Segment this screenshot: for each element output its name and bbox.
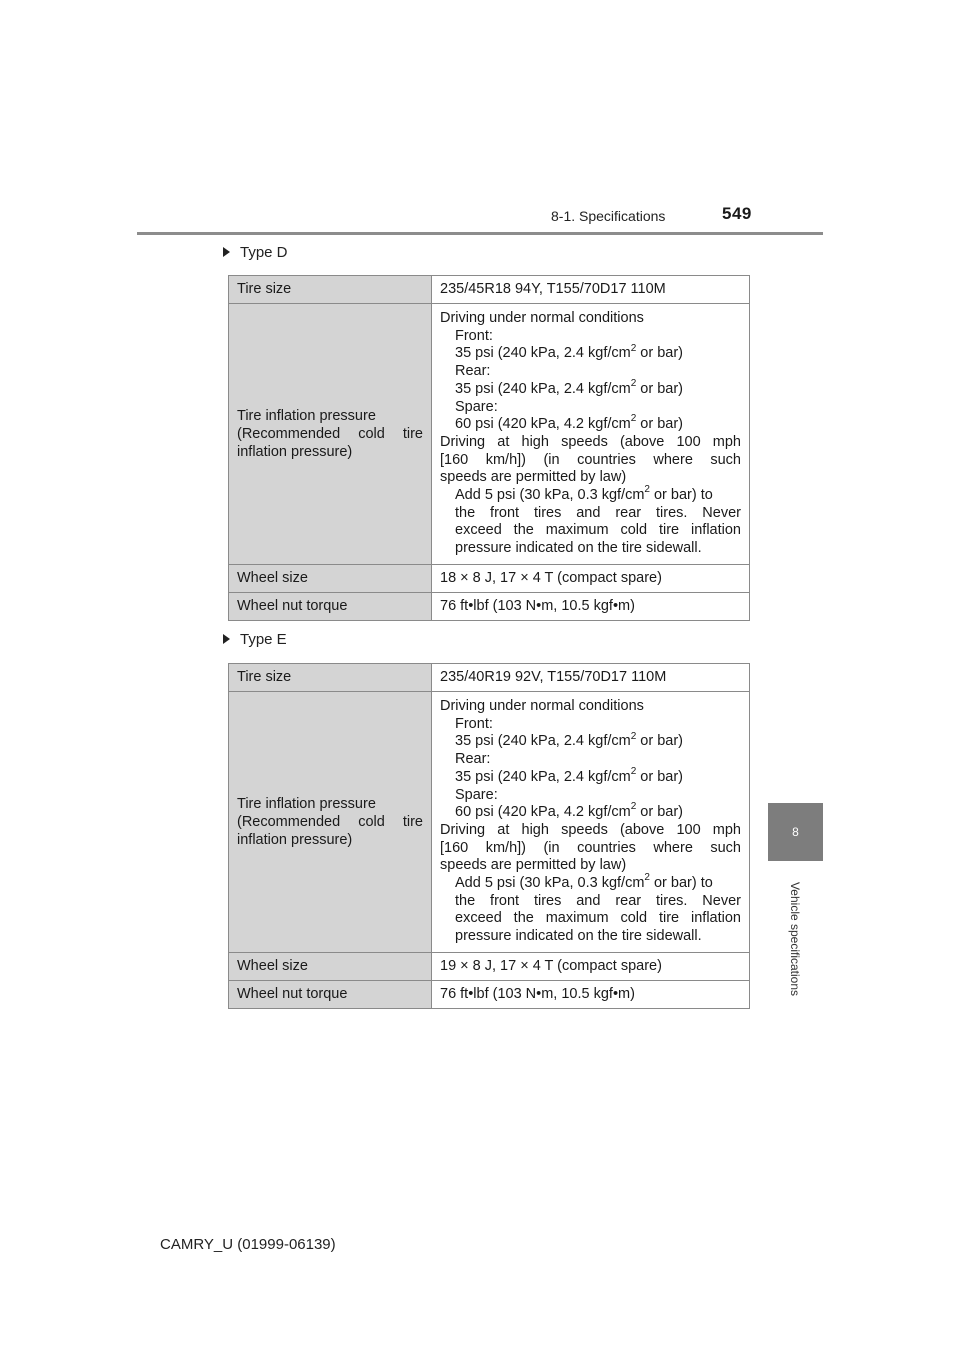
- type-d-spec-table: [228, 275, 750, 621]
- high-speed-line: speeds are permitted by law): [440, 469, 627, 486]
- type-e-spec-table: [228, 663, 750, 1009]
- nut-torque-label: Wheel nut torque: [229, 980, 432, 1008]
- superscript: 2: [644, 872, 650, 884]
- unit-suffix: or bar): [636, 768, 684, 785]
- add-pressure-suffix: or bar) to: [649, 487, 713, 504]
- front-value: [440, 342, 741, 363]
- chapter-label: Vehicle specifications: [788, 881, 803, 996]
- superscript: 2: [630, 765, 637, 777]
- label-line: (Recommended cold tire: [237, 425, 423, 442]
- add-pressure-line: pressure indicated on the tire sidewall.: [455, 540, 702, 557]
- add-pressure-text: Add 5 psi (30 kPa, 0.3 kgf/cm: [455, 875, 645, 892]
- tire-size-value: 235/45R18 94Y, T155/70D17 110M: [432, 276, 750, 304]
- front-label: Front:: [455, 327, 493, 344]
- spare-value: [440, 801, 741, 822]
- unit-suffix: or bar): [636, 345, 684, 362]
- document-id: CAMRY_U (01999-06139): [160, 1236, 336, 1253]
- tire-pressure-value: [432, 692, 750, 953]
- superscript: 2: [630, 342, 637, 354]
- high-speed-line: Driving at high speeds (above 100 mph: [440, 821, 741, 838]
- add-pressure-line: [440, 484, 741, 505]
- tire-pressure-value: [432, 304, 750, 565]
- rear-pressure: 35 psi (240 kPa, 2.4 kgf/cm: [455, 768, 631, 785]
- high-speed-line: speeds are permitted by law): [440, 857, 627, 874]
- add-pressure-line: pressure indicated on the tire sidewall.: [455, 928, 702, 945]
- section-title: 8-1. Specifications: [551, 208, 666, 224]
- unit-suffix: or bar): [636, 416, 684, 433]
- type-e-heading-text: Type E: [240, 631, 287, 648]
- rear-label: Rear:: [455, 363, 491, 380]
- triangle-bullet-icon: [223, 247, 230, 257]
- chapter-tab[interactable]: [768, 803, 823, 861]
- add-pressure-line: [440, 872, 741, 893]
- table-row: [229, 564, 750, 592]
- front-pressure: 35 psi (240 kPa, 2.4 kgf/cm: [455, 345, 631, 362]
- page-number: 549: [722, 204, 752, 223]
- type-d-heading-text: Type D: [240, 244, 288, 261]
- tire-size-label: Tire size: [229, 276, 432, 304]
- header-divider: [137, 232, 823, 235]
- label-line: inflation pressure): [237, 443, 353, 460]
- high-speed-line: [160 km/h]) (in countries where such: [440, 451, 741, 468]
- add-pressure-line: exceed the maximum cold tire inflation: [455, 522, 741, 539]
- high-speed-line: [160 km/h]) (in countries where such: [440, 839, 741, 856]
- rear-value: [440, 377, 741, 399]
- nut-torque-value: 76 ft•lbf (103 N•m, 10.5 kgf•m): [432, 592, 750, 620]
- triangle-bullet-icon: [223, 634, 230, 644]
- high-speed-line: Driving at high speeds (above 100 mph: [440, 433, 741, 450]
- wheel-size-label: Wheel size: [229, 952, 432, 980]
- tire-pressure-label: [229, 304, 432, 565]
- wheel-size-value: 19 × 8 J, 17 × 4 T (compact spare): [432, 952, 750, 980]
- table-row: [229, 692, 750, 953]
- add-pressure-line: the front tires and rear tires. Never: [455, 892, 741, 909]
- label-line: Tire inflation pressure: [237, 407, 376, 424]
- chapter-label-container: [768, 866, 823, 1011]
- table-row: [229, 276, 750, 304]
- normal-conditions-text: Driving under normal conditions: [440, 310, 644, 326]
- nut-torque-label: Wheel nut torque: [229, 592, 432, 620]
- table-row: [229, 980, 750, 1008]
- wheel-size-value: 18 × 8 J, 17 × 4 T (compact spare): [432, 564, 750, 592]
- unit-suffix: or bar): [636, 733, 684, 750]
- nut-torque-value: 76 ft•lbf (103 N•m, 10.5 kgf•m): [432, 980, 750, 1008]
- normal-conditions-text: Driving under normal conditions: [440, 698, 644, 714]
- superscript: 2: [644, 484, 650, 496]
- rear-label: Rear:: [455, 751, 491, 768]
- spare-label: Spare:: [455, 398, 498, 415]
- add-pressure-line: exceed the maximum cold tire inflation: [455, 910, 741, 927]
- table-row: [229, 592, 750, 620]
- spare-pressure: 60 psi (420 kPa, 4.2 kgf/cm: [455, 416, 631, 433]
- superscript: 2: [630, 413, 637, 425]
- superscript: 2: [630, 730, 637, 742]
- add-pressure-suffix: or bar) to: [649, 875, 713, 892]
- spare-value: [440, 413, 741, 434]
- superscript: 2: [630, 377, 637, 389]
- front-value: [440, 730, 741, 751]
- tire-size-value: 235/40R19 92V, T155/70D17 110M: [432, 664, 750, 692]
- front-pressure: 35 psi (240 kPa, 2.4 kgf/cm: [455, 733, 631, 750]
- wheel-size-label: Wheel size: [229, 564, 432, 592]
- type-d-heading: [223, 244, 288, 261]
- type-e-heading: [223, 631, 287, 648]
- label-line: Tire inflation pressure: [237, 795, 376, 812]
- chapter-number: 8: [792, 825, 799, 839]
- add-pressure-text: Add 5 psi (30 kPa, 0.3 kgf/cm: [455, 487, 645, 504]
- unit-suffix: or bar): [636, 380, 684, 397]
- rear-value: [440, 765, 741, 787]
- label-line: inflation pressure): [237, 831, 353, 848]
- spare-label: Spare:: [455, 786, 498, 803]
- rear-pressure: 35 psi (240 kPa, 2.4 kgf/cm: [455, 380, 631, 397]
- add-pressure-line: the front tires and rear tires. Never: [455, 504, 741, 521]
- unit-suffix: or bar): [636, 804, 684, 821]
- table-row: [229, 304, 750, 565]
- spare-pressure: 60 psi (420 kPa, 4.2 kgf/cm: [455, 804, 631, 821]
- front-label: Front:: [455, 715, 493, 732]
- table-row: [229, 664, 750, 692]
- label-line: (Recommended cold tire: [237, 813, 423, 830]
- tire-size-label: Tire size: [229, 664, 432, 692]
- tire-pressure-label: [229, 692, 432, 953]
- table-row: [229, 952, 750, 980]
- superscript: 2: [630, 801, 637, 813]
